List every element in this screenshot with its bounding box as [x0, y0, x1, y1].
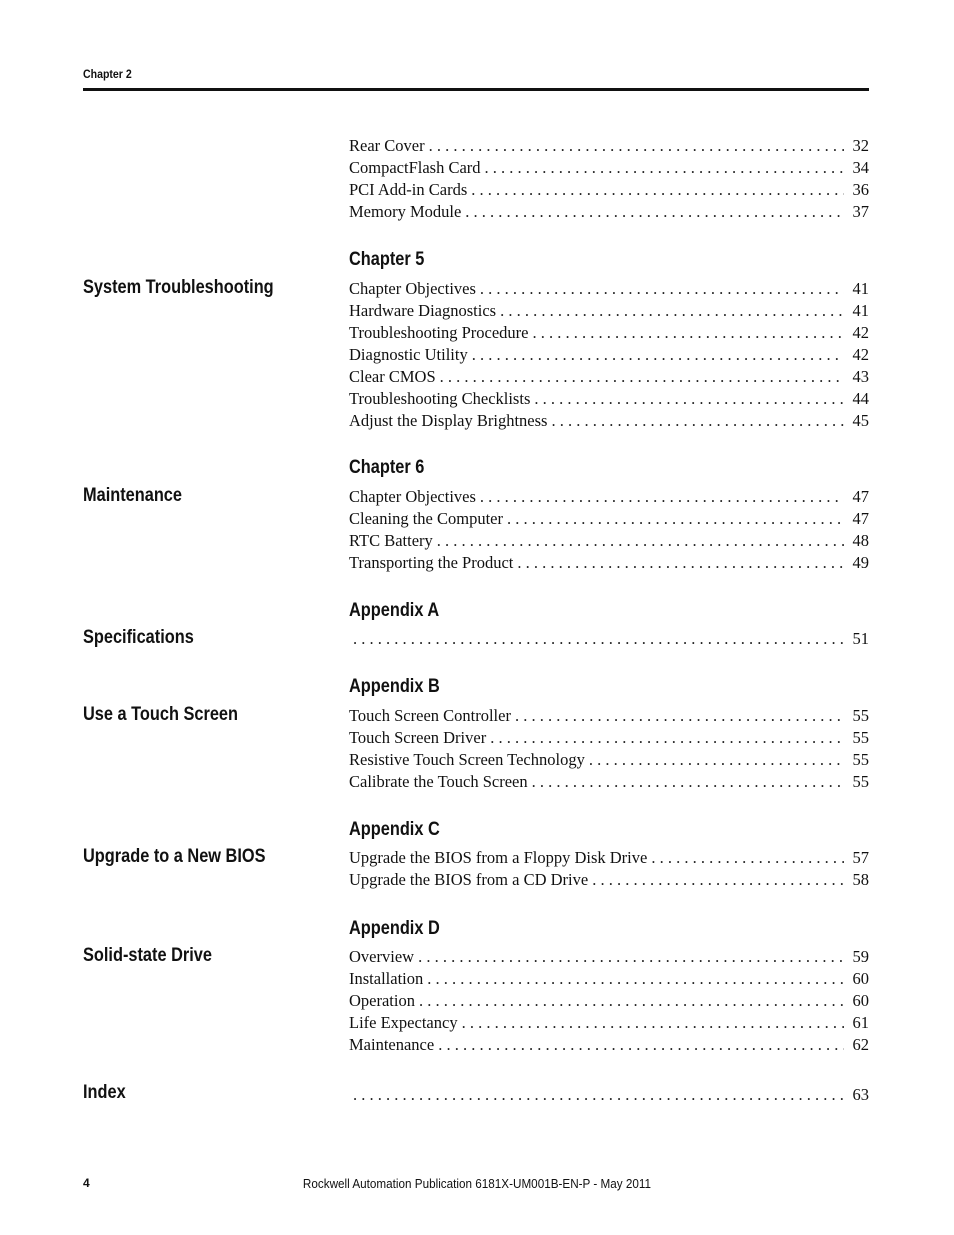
dot-leader	[429, 135, 844, 157]
section-title[interactable]: Specifications	[83, 627, 194, 648]
dot-leader	[480, 278, 844, 300]
toc-entry-title: Troubleshooting Checklists	[349, 389, 531, 408]
toc-entry-page: 37	[852, 202, 869, 221]
toc-entry-page: 51	[852, 629, 869, 648]
dot-leader	[500, 300, 844, 322]
toc-entry-title: Hardware Diagnostics	[349, 301, 497, 320]
toc-entry-title: Troubleshooting Procedure	[349, 323, 529, 342]
section-title[interactable]: Use a Touch Screen	[83, 704, 238, 725]
toc-entry-page: 47	[852, 487, 869, 506]
toc-entry-title: Chapter Objectives	[349, 487, 476, 506]
toc-section-list	[349, 628, 869, 650]
toc-entry[interactable]	[349, 300, 869, 322]
chapter-label: Chapter 6	[349, 457, 425, 478]
toc-entry-page: 55	[852, 750, 869, 769]
dot-leader	[485, 157, 844, 179]
dot-leader	[353, 628, 844, 650]
toc-entry-page: 34	[852, 158, 869, 177]
toc-entry[interactable]	[349, 530, 869, 552]
section-title[interactable]: Maintenance	[83, 485, 182, 506]
toc-entry-page: 45	[852, 411, 869, 430]
toc-entry[interactable]	[349, 322, 869, 344]
toc-entry[interactable]	[349, 344, 869, 366]
dot-leader	[418, 946, 844, 968]
dot-leader	[462, 1012, 844, 1034]
toc-entry-title: Cleaning the Computer	[349, 509, 503, 528]
toc-entry[interactable]	[349, 1034, 869, 1056]
toc-entry[interactable]	[349, 410, 869, 432]
toc-entry-page: 36	[852, 180, 869, 199]
toc-entry-page: 32	[852, 136, 869, 155]
toc-entry-page: 55	[852, 728, 869, 747]
toc-entry-title: Touch Screen Controller	[349, 706, 511, 725]
toc-entry-page: 49	[852, 553, 869, 572]
toc-entry[interactable]	[349, 771, 869, 793]
section-title[interactable]: Index	[83, 1082, 126, 1103]
toc-entry-page: 60	[852, 969, 869, 988]
toc-entry[interactable]	[349, 366, 869, 388]
toc-entry-page: 41	[852, 279, 869, 298]
toc-entry[interactable]	[349, 847, 869, 869]
toc-entry[interactable]	[349, 705, 869, 727]
toc-entry-title: Chapter Objectives	[349, 279, 476, 298]
chapter-label: Chapter 5	[349, 249, 425, 270]
dot-leader	[419, 990, 844, 1012]
dot-leader	[490, 727, 844, 749]
toc-entry[interactable]	[349, 508, 869, 530]
toc-entry-title: Transporting the Product	[349, 553, 514, 572]
toc-entry[interactable]	[349, 1084, 869, 1106]
toc-entry-title: RTC Battery	[349, 531, 433, 550]
chapter-label: Appendix D	[349, 918, 440, 939]
dot-leader	[551, 410, 844, 432]
toc-entry-title: Life Expectancy	[349, 1013, 458, 1032]
toc-entry-title: Overview	[349, 947, 415, 966]
toc-entry-page: 41	[852, 301, 869, 320]
chapter-label: Appendix A	[349, 600, 440, 621]
toc-entry-title: Calibrate the Touch Screen	[349, 772, 528, 791]
toc-entry-title: Installation	[349, 969, 424, 988]
toc-entry[interactable]	[349, 1012, 869, 1034]
toc-entry[interactable]	[349, 968, 869, 990]
header-chapter-label: Chapter 2	[83, 67, 132, 81]
toc-entry-page: 42	[852, 345, 869, 364]
toc-entry-title: Touch Screen Driver	[349, 728, 487, 747]
toc-entry[interactable]	[349, 628, 869, 650]
toc-section-list	[349, 847, 869, 891]
footer-publication: Rockwell Automation Publication 6181X-UM001B-EN-P - May 2011	[302, 1176, 652, 1191]
dot-leader	[471, 179, 844, 201]
toc-entry-page: 47	[852, 509, 869, 528]
toc-section-list	[349, 705, 869, 793]
dot-leader	[472, 344, 844, 366]
toc-entry-title: Memory Module	[349, 202, 462, 221]
toc-entry[interactable]	[349, 727, 869, 749]
toc-entry-title: CompactFlash Card	[349, 158, 481, 177]
dot-leader	[507, 508, 844, 530]
toc-entry[interactable]	[349, 869, 869, 891]
toc-entry[interactable]	[349, 486, 869, 508]
toc-entry-page: 55	[852, 706, 869, 725]
toc-entry[interactable]	[349, 179, 869, 201]
toc-entry-title: Clear CMOS	[349, 367, 436, 386]
dot-leader	[533, 322, 844, 344]
toc-entry-title: Adjust the Display Brightness	[349, 411, 548, 430]
toc-entry[interactable]	[349, 135, 869, 157]
dot-leader	[534, 388, 844, 410]
section-title[interactable]: Solid-state Drive	[83, 945, 212, 966]
toc-entry-page: 60	[852, 991, 869, 1010]
toc-entry-page: 63	[852, 1085, 869, 1104]
header-rule	[83, 88, 869, 91]
toc-entry-page: 62	[852, 1035, 869, 1054]
dot-leader	[437, 530, 844, 552]
toc-entry[interactable]	[349, 157, 869, 179]
dot-leader	[427, 968, 844, 990]
toc-entry-title: Operation	[349, 991, 415, 1010]
chapter-label: Appendix B	[349, 676, 440, 697]
toc-entry-title: Maintenance	[349, 1035, 435, 1054]
section-title[interactable]: System Troubleshooting	[83, 277, 274, 298]
dot-leader	[592, 869, 844, 891]
toc-entry-page: 58	[852, 870, 869, 889]
dot-leader	[465, 201, 844, 223]
section-title[interactable]: Upgrade to a New BIOS	[83, 846, 266, 867]
toc-entry-page: 55	[852, 772, 869, 791]
toc-continued-list	[349, 135, 869, 223]
toc-entry[interactable]	[349, 552, 869, 574]
chapter-label: Appendix C	[349, 819, 440, 840]
dot-leader	[440, 366, 844, 388]
toc-entry-page: 43	[852, 367, 869, 386]
toc-entry-page: 59	[852, 947, 869, 966]
toc-entry-title: Diagnostic Utility	[349, 345, 468, 364]
toc-entry-title: Rear Cover	[349, 136, 425, 155]
toc-entry[interactable]	[349, 749, 869, 771]
toc-entry-page: 57	[852, 848, 869, 867]
toc-entry-page: 42	[852, 323, 869, 342]
toc-entry[interactable]	[349, 990, 869, 1012]
toc-entry-page: 48	[852, 531, 869, 550]
dot-leader	[532, 771, 844, 793]
toc-entry-page: 44	[852, 389, 869, 408]
toc-entry[interactable]	[349, 201, 869, 223]
toc-section-list	[349, 1084, 869, 1106]
dot-leader	[480, 486, 844, 508]
toc-entry-title: Resistive Touch Screen Technology	[349, 750, 585, 769]
dot-leader	[517, 552, 844, 574]
toc-entry[interactable]	[349, 388, 869, 410]
toc-entry[interactable]	[349, 946, 869, 968]
footer-page-number: 4	[83, 1176, 90, 1190]
toc-section-list	[349, 946, 869, 1056]
dot-leader	[651, 847, 844, 869]
toc-entry-page: 61	[852, 1013, 869, 1032]
dot-leader	[438, 1034, 844, 1056]
toc-entry[interactable]	[349, 278, 869, 300]
dot-leader	[589, 749, 844, 771]
dot-leader	[353, 1084, 844, 1106]
toc-entry-title: Upgrade the BIOS from a CD Drive	[349, 870, 589, 889]
toc-entry-title: PCI Add-in Cards	[349, 180, 468, 199]
toc-section-list	[349, 486, 869, 574]
dot-leader	[515, 705, 844, 727]
toc-section-list	[349, 278, 869, 432]
toc-entry-title: Upgrade the BIOS from a Floppy Disk Drive	[349, 848, 648, 867]
